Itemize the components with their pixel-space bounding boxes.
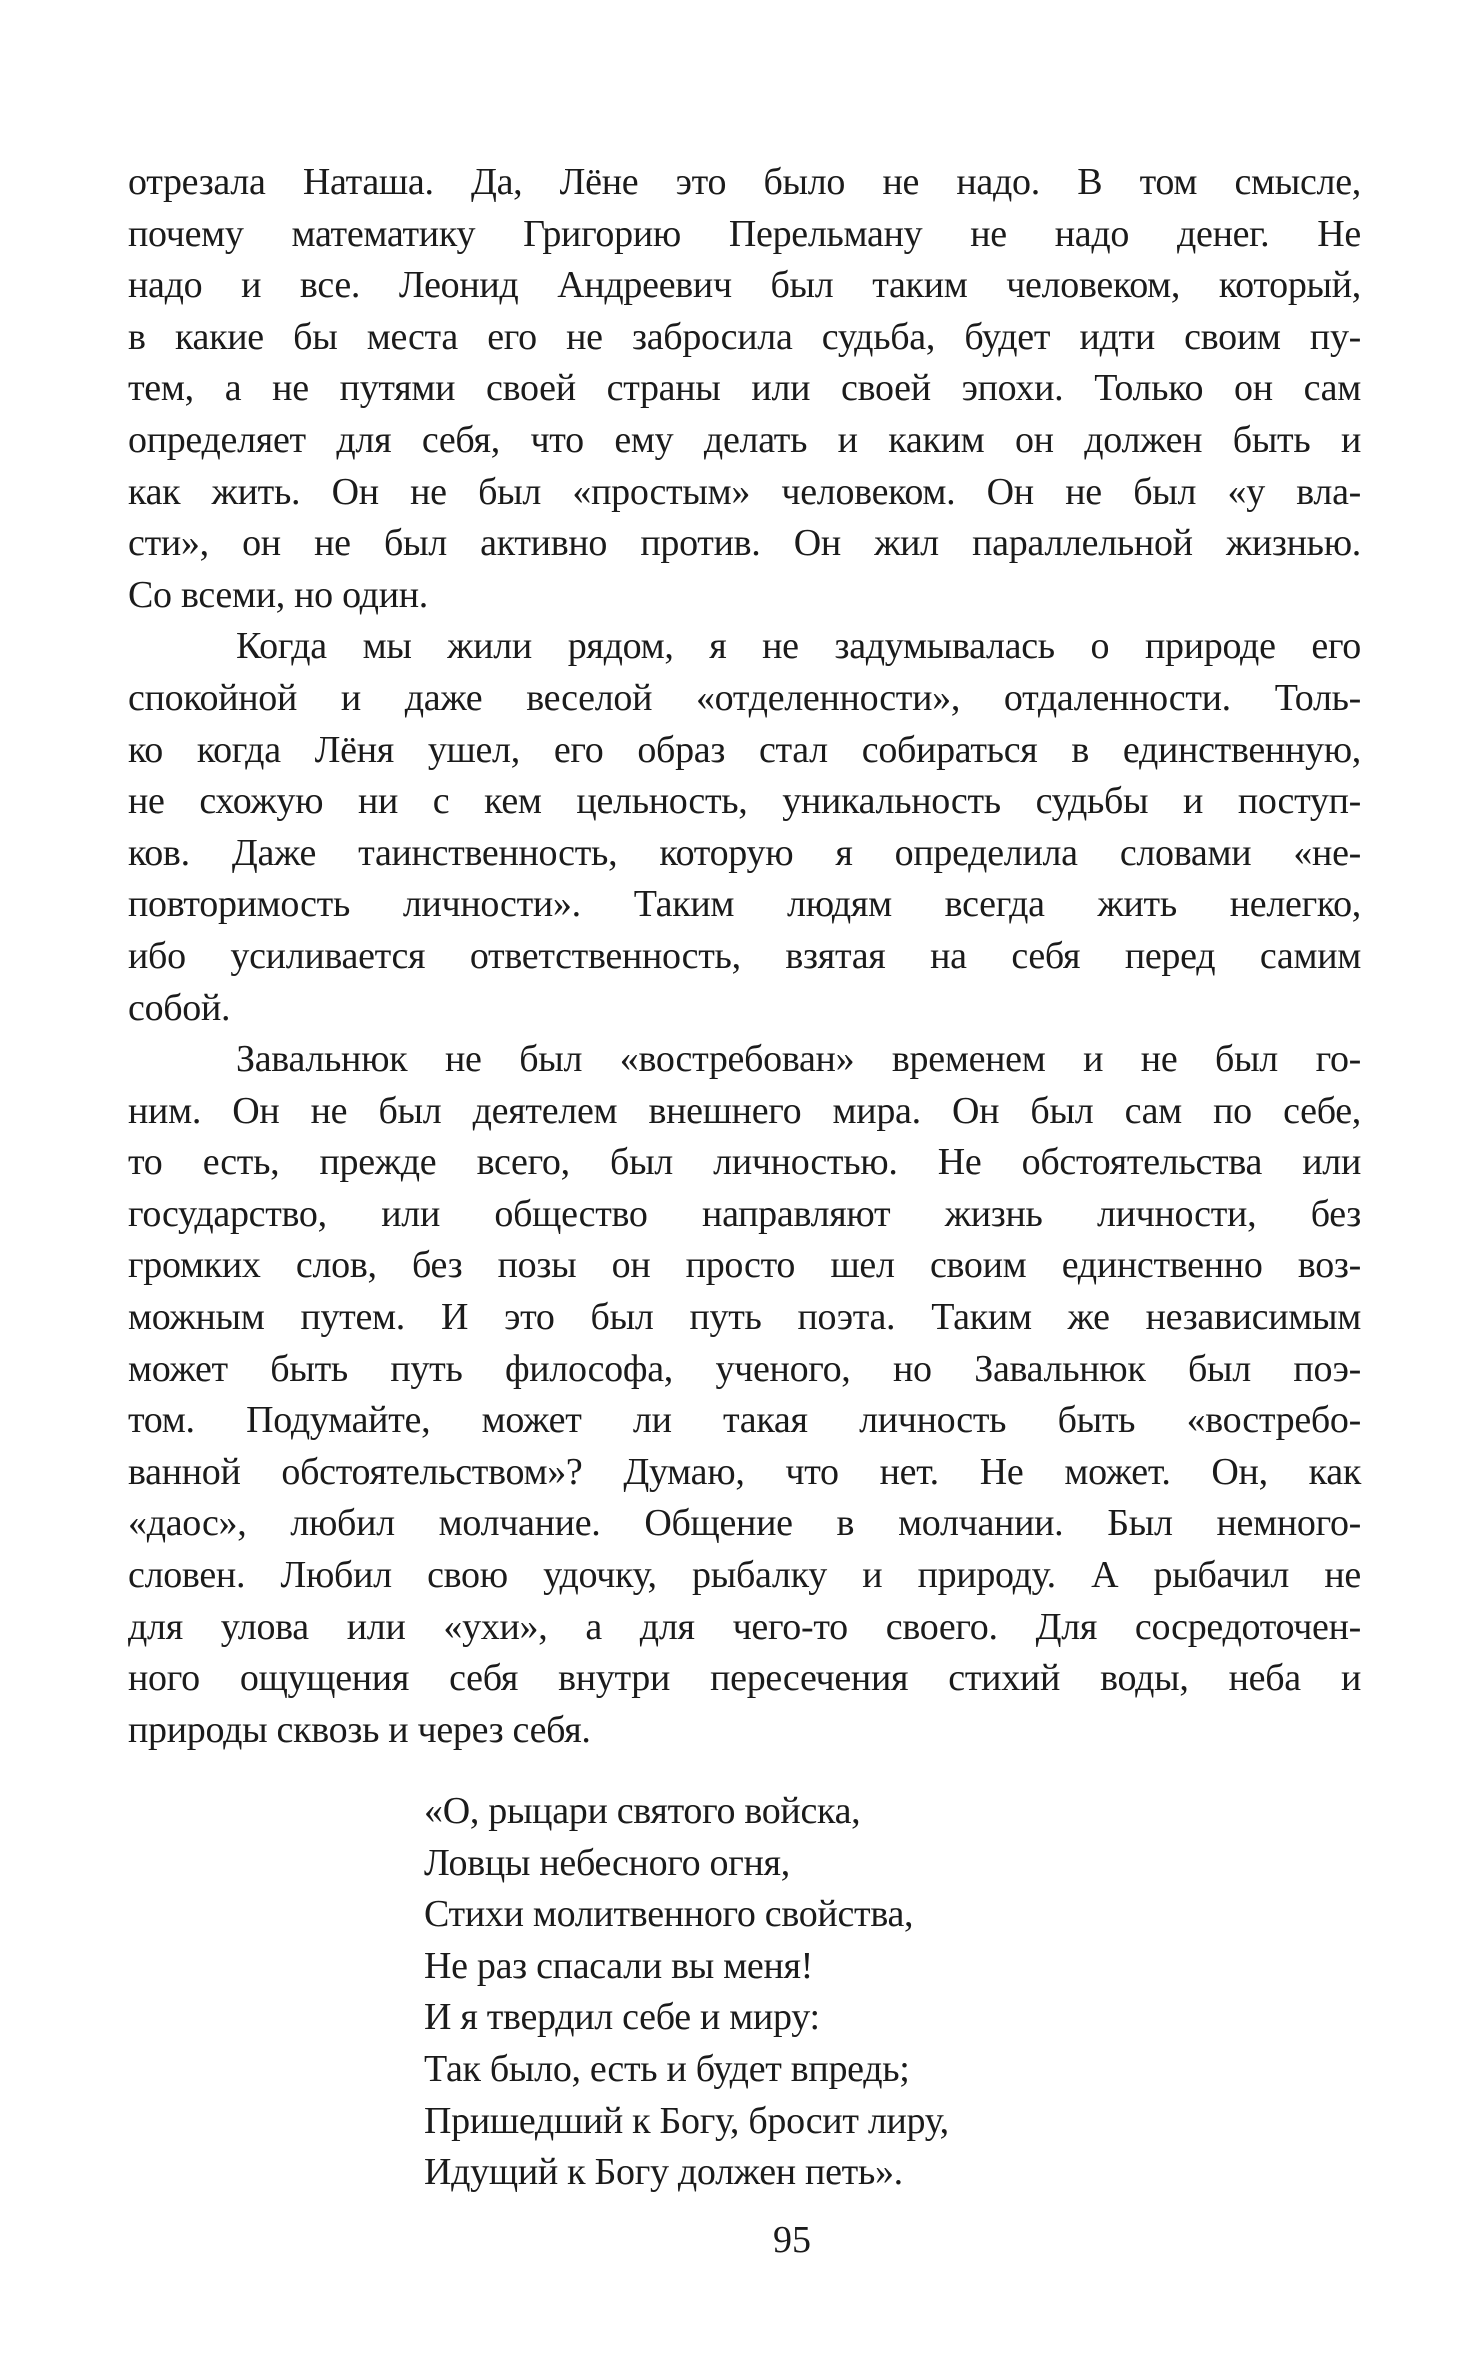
prose-line: ибо усиливается ответственность, взятая на себя перед самим: [128, 934, 1361, 977]
prose-line: сти», он не был активно против. Он жил параллельной жизнью.: [128, 522, 1361, 565]
prose-line: ков. Даже таинственность, которую я определила словами «не-: [128, 831, 1361, 874]
prose-line: ванной обстоятельством»? Думаю, что нет. Не может. Он, как: [128, 1450, 1361, 1493]
poem-line: Идущий к Богу должен петь».: [424, 2151, 903, 2194]
prose-line: определяет для себя, что ему делать и каким он должен быть и: [128, 418, 1361, 461]
page-number: 95: [773, 2219, 811, 2261]
prose-line: «даос», любил молчание. Общение в молчании. Был немного-: [128, 1502, 1361, 1545]
prose-line: громких слов, без позы он просто шел своим единственно воз-: [128, 1244, 1361, 1287]
prose-line: Со всеми, но один.: [128, 573, 428, 616]
prose-line: то есть, прежде всего, был личностью. Не обстоятельства или: [128, 1141, 1361, 1184]
prose-line: том. Подумайте, может ли такая личность быть «востребо-: [128, 1399, 1361, 1442]
prose-line: как жить. Он не был «простым» человеком. Он не был «у вла-: [128, 470, 1361, 513]
prose-line: спокойной и даже веселой «отделенности», отдаленности. Толь-: [128, 676, 1361, 719]
poem-line: И я твердил себе и миру:: [424, 1996, 820, 2039]
prose-line: повторимость личности». Таким людям всегда жить нелегко,: [128, 883, 1361, 926]
prose-line: не схожую ни с кем цельность, уникальность судьбы и поступ-: [128, 780, 1361, 823]
prose-line: ного ощущения себя внутри пересечения стихий воды, неба и: [128, 1657, 1361, 1700]
poem-line: Пришедший к Богу, бросит лиру,: [424, 2099, 949, 2142]
prose-line: может быть путь философа, ученого, но Завальнюк был поэ-: [128, 1347, 1361, 1390]
prose-line: ним. Он не был деятелем внешнего мира. Он был сам по себе,: [128, 1089, 1361, 1132]
prose-line: государство, или общество направляют жизнь личности, без: [128, 1192, 1361, 1235]
prose-line: Завальнюк не был «востребован» временем и не был го-: [236, 1038, 1361, 1081]
prose-line: для улова или «ухи», а для чего-то своего. Для сосредоточен-: [128, 1605, 1361, 1648]
prose-line: ко когда Лёня ушел, его образ стал собираться в единственную,: [128, 728, 1361, 771]
poem-line: Стихи молитвенного свойства,: [424, 1893, 914, 1936]
prose-line: собой.: [128, 986, 231, 1029]
poem-line: «О, рыцари святого войска,: [424, 1790, 861, 1832]
prose-line: тем, а не путями своей страны или своей эпохи. Только он сам: [128, 367, 1361, 410]
prose-line: словен. Любил свою удочку, рыбалку и природу. А рыбачил не: [128, 1554, 1361, 1597]
poem-line: Не раз спасали вы меня!: [424, 1944, 814, 1987]
prose-line: Когда мы жили рядом, я не задумывалась о природе его: [236, 625, 1361, 668]
prose-line: природы сквозь и через себя.: [128, 1708, 591, 1751]
poem-line: Так было, есть и будет впредь;: [424, 2047, 910, 2090]
prose-line: почему математику Григорию Перельману не надо денег. Не: [128, 212, 1361, 255]
prose-line: можным путем. И это был путь поэта. Таким же независимым: [128, 1296, 1361, 1339]
prose-line: отрезала Наташа. Да, Лёне это было не надо. В том смысле,: [128, 161, 1361, 203]
prose-line: в какие бы места его не забросила судьба, будет идти своим пу-: [128, 315, 1361, 358]
prose-block: [128, 157, 1361, 1756]
poem-block: [424, 1786, 949, 2199]
poem-line: Ловцы небесного огня,: [424, 1841, 790, 1884]
prose-line: надо и все. Леонид Андреевич был таким человеком, который,: [128, 264, 1361, 307]
